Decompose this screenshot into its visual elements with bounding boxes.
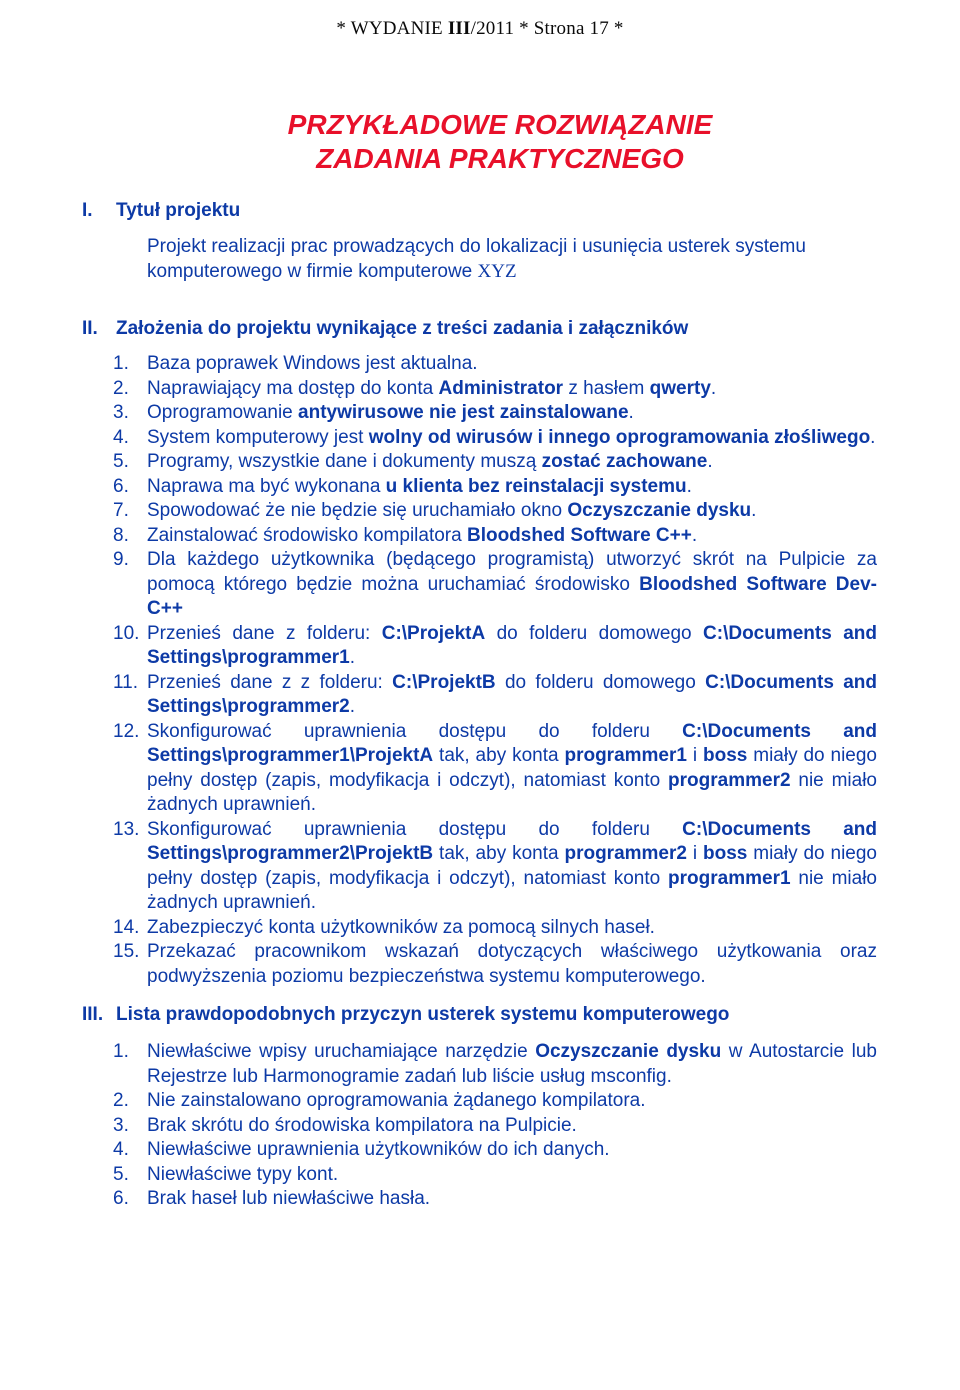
list-item-number: 11. <box>113 671 139 693</box>
emphasized-text: Bloodshed Software Dev-C++ <box>147 573 877 619</box>
list-item-text: . <box>628 402 634 423</box>
list-item-text: Niewłaściwe wpisy uruchamiające narzędzie <box>147 1041 536 1062</box>
emphasized-text: zostać zachowane <box>541 451 708 472</box>
list-item-text: Naprawiający ma dostęp do konta <box>147 377 439 399</box>
list-item-text: Niewłaściwe uprawnienia użytkowników do ich danych. <box>147 1139 610 1160</box>
emphasized-text: programmer1 <box>564 745 687 766</box>
list-item <box>0 548 877 622</box>
emphasized-text: Administrator <box>438 377 564 399</box>
list-item-number: 8. <box>113 524 129 546</box>
list-item <box>0 1138 877 1163</box>
emphasized-text: C:\ProjektB <box>392 671 496 693</box>
section-title: Tytuł projektu <box>116 200 241 221</box>
list-item-text: tak, aby konta <box>433 745 565 766</box>
emphasized-text: boss <box>702 745 748 766</box>
emphasized-text: wolny od wirusów i innego oprogramowania złośliwego <box>368 426 871 448</box>
list-item-text: . <box>691 524 698 546</box>
list-item-text: . <box>751 500 757 521</box>
causes-list <box>0 1040 877 1212</box>
list-item-number: 6. <box>113 475 129 497</box>
list-item-text: do folderu domowego <box>485 622 704 644</box>
text-span: komputerowego w firmie komputerowe <box>147 261 478 282</box>
list-item-number: 5. <box>113 1163 129 1185</box>
list-item-text: Przenieś dane z z folderu: <box>147 671 393 693</box>
list-item-text: Dla każdego użytkownika (będącego programistą) utworzyć skrót na Pulpicie za pomocą którego będzie można uruchamiać środowisko <box>147 549 877 595</box>
list-item-text: Skonfigurować uprawnienia dostępu do folderu <box>147 818 683 840</box>
list-item-text: Brak haseł lub niewłaściwe hasła. <box>147 1188 431 1209</box>
list-item-text: i <box>686 843 703 864</box>
list-item-number: 12. <box>113 720 140 742</box>
list-item-number: 2. <box>113 1090 129 1111</box>
list-item <box>0 940 877 989</box>
list-item-text: Zainstalować środowisko kompilatora <box>147 524 467 546</box>
list-item-text: . <box>349 647 356 668</box>
text-line <box>147 259 887 284</box>
list-item <box>0 450 877 475</box>
list-item-number: 10. <box>113 622 140 644</box>
list-item <box>0 1187 877 1212</box>
list-item <box>0 401 877 426</box>
list-item-text: Spowodować że nie będzie się uruchamiało okno <box>147 500 568 521</box>
list-item <box>0 352 877 377</box>
header-suffix: /2011 * Strona 17 * <box>470 18 624 39</box>
list-item-text: Przekazać pracownikom wskazań dotyczących właściwego użytkowania oraz podwyższenia poziomu bezpieczeństwa systemu komputerowego. <box>147 941 877 987</box>
list-item-text: z hasłem <box>563 377 650 399</box>
list-item <box>0 499 877 524</box>
list-item-number: 13. <box>113 818 140 840</box>
section-number: I. <box>82 200 93 221</box>
section-number: II. <box>82 318 98 339</box>
text-line: Projekt realizacji prac prowadzących do lokalizacji i usunięcia usterek systemu <box>147 236 806 257</box>
list-item-number: 4. <box>113 426 129 448</box>
list-item-number: 15. <box>113 941 140 962</box>
list-item-text: . <box>686 475 692 497</box>
list-item-number: 3. <box>113 1114 129 1136</box>
list-item-text: . <box>870 426 876 448</box>
list-item-text: tak, aby konta <box>433 843 565 864</box>
list-item-number: 5. <box>113 451 129 472</box>
emphasized-text: Oczyszczanie dysku <box>567 500 752 521</box>
section-title: Założenia do projektu wynikające z treści zadania i załączników <box>116 318 689 339</box>
section-title: Lista prawdopodobnych przyczyn usterek systemu komputerowego <box>116 1004 730 1025</box>
document-title-line1: PRZYKŁADOWE ROZWIĄZANIE <box>287 109 713 140</box>
list-item <box>0 1089 877 1114</box>
emphasized-text: qwerty <box>649 377 711 399</box>
list-item-text: Nie zainstalowano oprogramowania żądanego kompilatora. <box>147 1090 646 1111</box>
section-heading-1 <box>82 200 902 222</box>
list-item-number: 1. <box>113 1041 129 1062</box>
list-item-text: Brak skrótu do środowiska kompilatora na Pulpicie. <box>147 1114 577 1136</box>
list-item-number: 7. <box>113 500 129 521</box>
list-item-text: System komputerowy jest <box>147 426 369 448</box>
emphasized-text: antywirusowe nie jest zainstalowane <box>298 402 629 423</box>
list-item-text: miały do niego pełny dostęp (zapis, modyfikacja i odczyt), natomiast konto <box>147 843 877 889</box>
section-number: III. <box>82 1004 104 1025</box>
list-item-text: . <box>349 696 356 717</box>
list-item-number: 9. <box>113 549 129 570</box>
list-item-number: 14. <box>113 916 140 938</box>
header-prefix: * WYDANIE <box>336 18 448 39</box>
list-item-text: w Autostarcie lub Rejestrze lub Harmonogramie zadań lub liście usług msconfig. <box>147 1041 877 1087</box>
section-heading-3 <box>82 1004 902 1026</box>
list-item-text: Naprawa ma być wykonana <box>147 475 386 497</box>
list-item-text: Baza poprawek Windows jest aktualna. <box>147 353 478 374</box>
list-item <box>0 671 877 720</box>
list-item <box>0 720 877 818</box>
list-item <box>0 426 877 451</box>
list-item-text: Przenieś dane z folderu: <box>147 622 382 644</box>
emphasized-text: C:\Documents and Settings\programmer2 <box>147 671 877 717</box>
emphasized-text: programmer2 <box>668 769 791 791</box>
list-item <box>0 524 877 549</box>
list-item-text: do folderu domowego <box>495 671 706 693</box>
list-item <box>0 916 877 941</box>
list-item <box>0 377 877 402</box>
emphasized-text: C:\Documents and Settings\programmer1 <box>147 622 877 668</box>
emphasized-text: programmer1 <box>668 867 791 889</box>
list-item <box>0 1040 877 1089</box>
emphasized-text: C:\Documents and Settings\programmer1\ProjektA <box>147 720 877 766</box>
list-item-number: 2. <box>113 377 129 399</box>
header-edition: III <box>447 18 471 39</box>
emphasized-text: C:\Documents and Settings\programmer2\ProjektB <box>147 818 877 864</box>
list-item-text: Oprogramowanie <box>147 402 299 423</box>
list-item <box>0 622 877 671</box>
list-item-text: miały do niego pełny dostęp (zapis, modyfikacja i odczyt), natomiast konto <box>147 745 877 791</box>
list-item-text: . <box>707 451 713 472</box>
emphasized-text: programmer2 <box>564 843 687 864</box>
emphasized-text: boss <box>702 843 748 864</box>
list-item-number: 3. <box>113 402 129 423</box>
list-item-text: . <box>710 377 717 399</box>
document-title-line2: ZADANIA PRAKTYCZNEGO <box>316 143 684 174</box>
project-title-text <box>147 234 887 284</box>
list-item-number: 4. <box>113 1139 129 1160</box>
list-item-number: 6. <box>113 1188 129 1209</box>
list-item-text: Zabezpieczyć konta użytkowników za pomocą silnych haseł. <box>147 916 655 938</box>
list-item <box>0 818 877 916</box>
emphasized-text: u klienta bez reinstalacji systemu <box>385 475 687 497</box>
page-header <box>0 18 960 40</box>
list-item-text: Niewłaściwe typy kont. <box>147 1163 339 1185</box>
emphasized-text: Oczyszczanie dysku <box>535 1041 722 1062</box>
company-name: XYZ <box>477 261 517 282</box>
list-item-number: 1. <box>113 353 129 374</box>
list-item <box>0 1114 877 1139</box>
list-item-text: i <box>686 745 703 766</box>
assumptions-list <box>0 352 877 989</box>
list-item <box>0 1163 877 1188</box>
list-item-text: Programy, wszystkie dane i dokumenty muszą <box>147 451 542 472</box>
list-item-text: nie miało żadnych uprawnień. <box>147 867 877 913</box>
emphasized-text: C:\ProjektA <box>381 622 486 644</box>
list-item-text: Skonfigurować uprawnienia dostępu do folderu <box>147 720 683 742</box>
emphasized-text: Bloodshed Software C++ <box>466 524 692 546</box>
section-heading-2 <box>82 318 902 340</box>
list-item-text: nie miało żadnych uprawnień. <box>147 769 877 815</box>
list-item <box>0 475 877 500</box>
